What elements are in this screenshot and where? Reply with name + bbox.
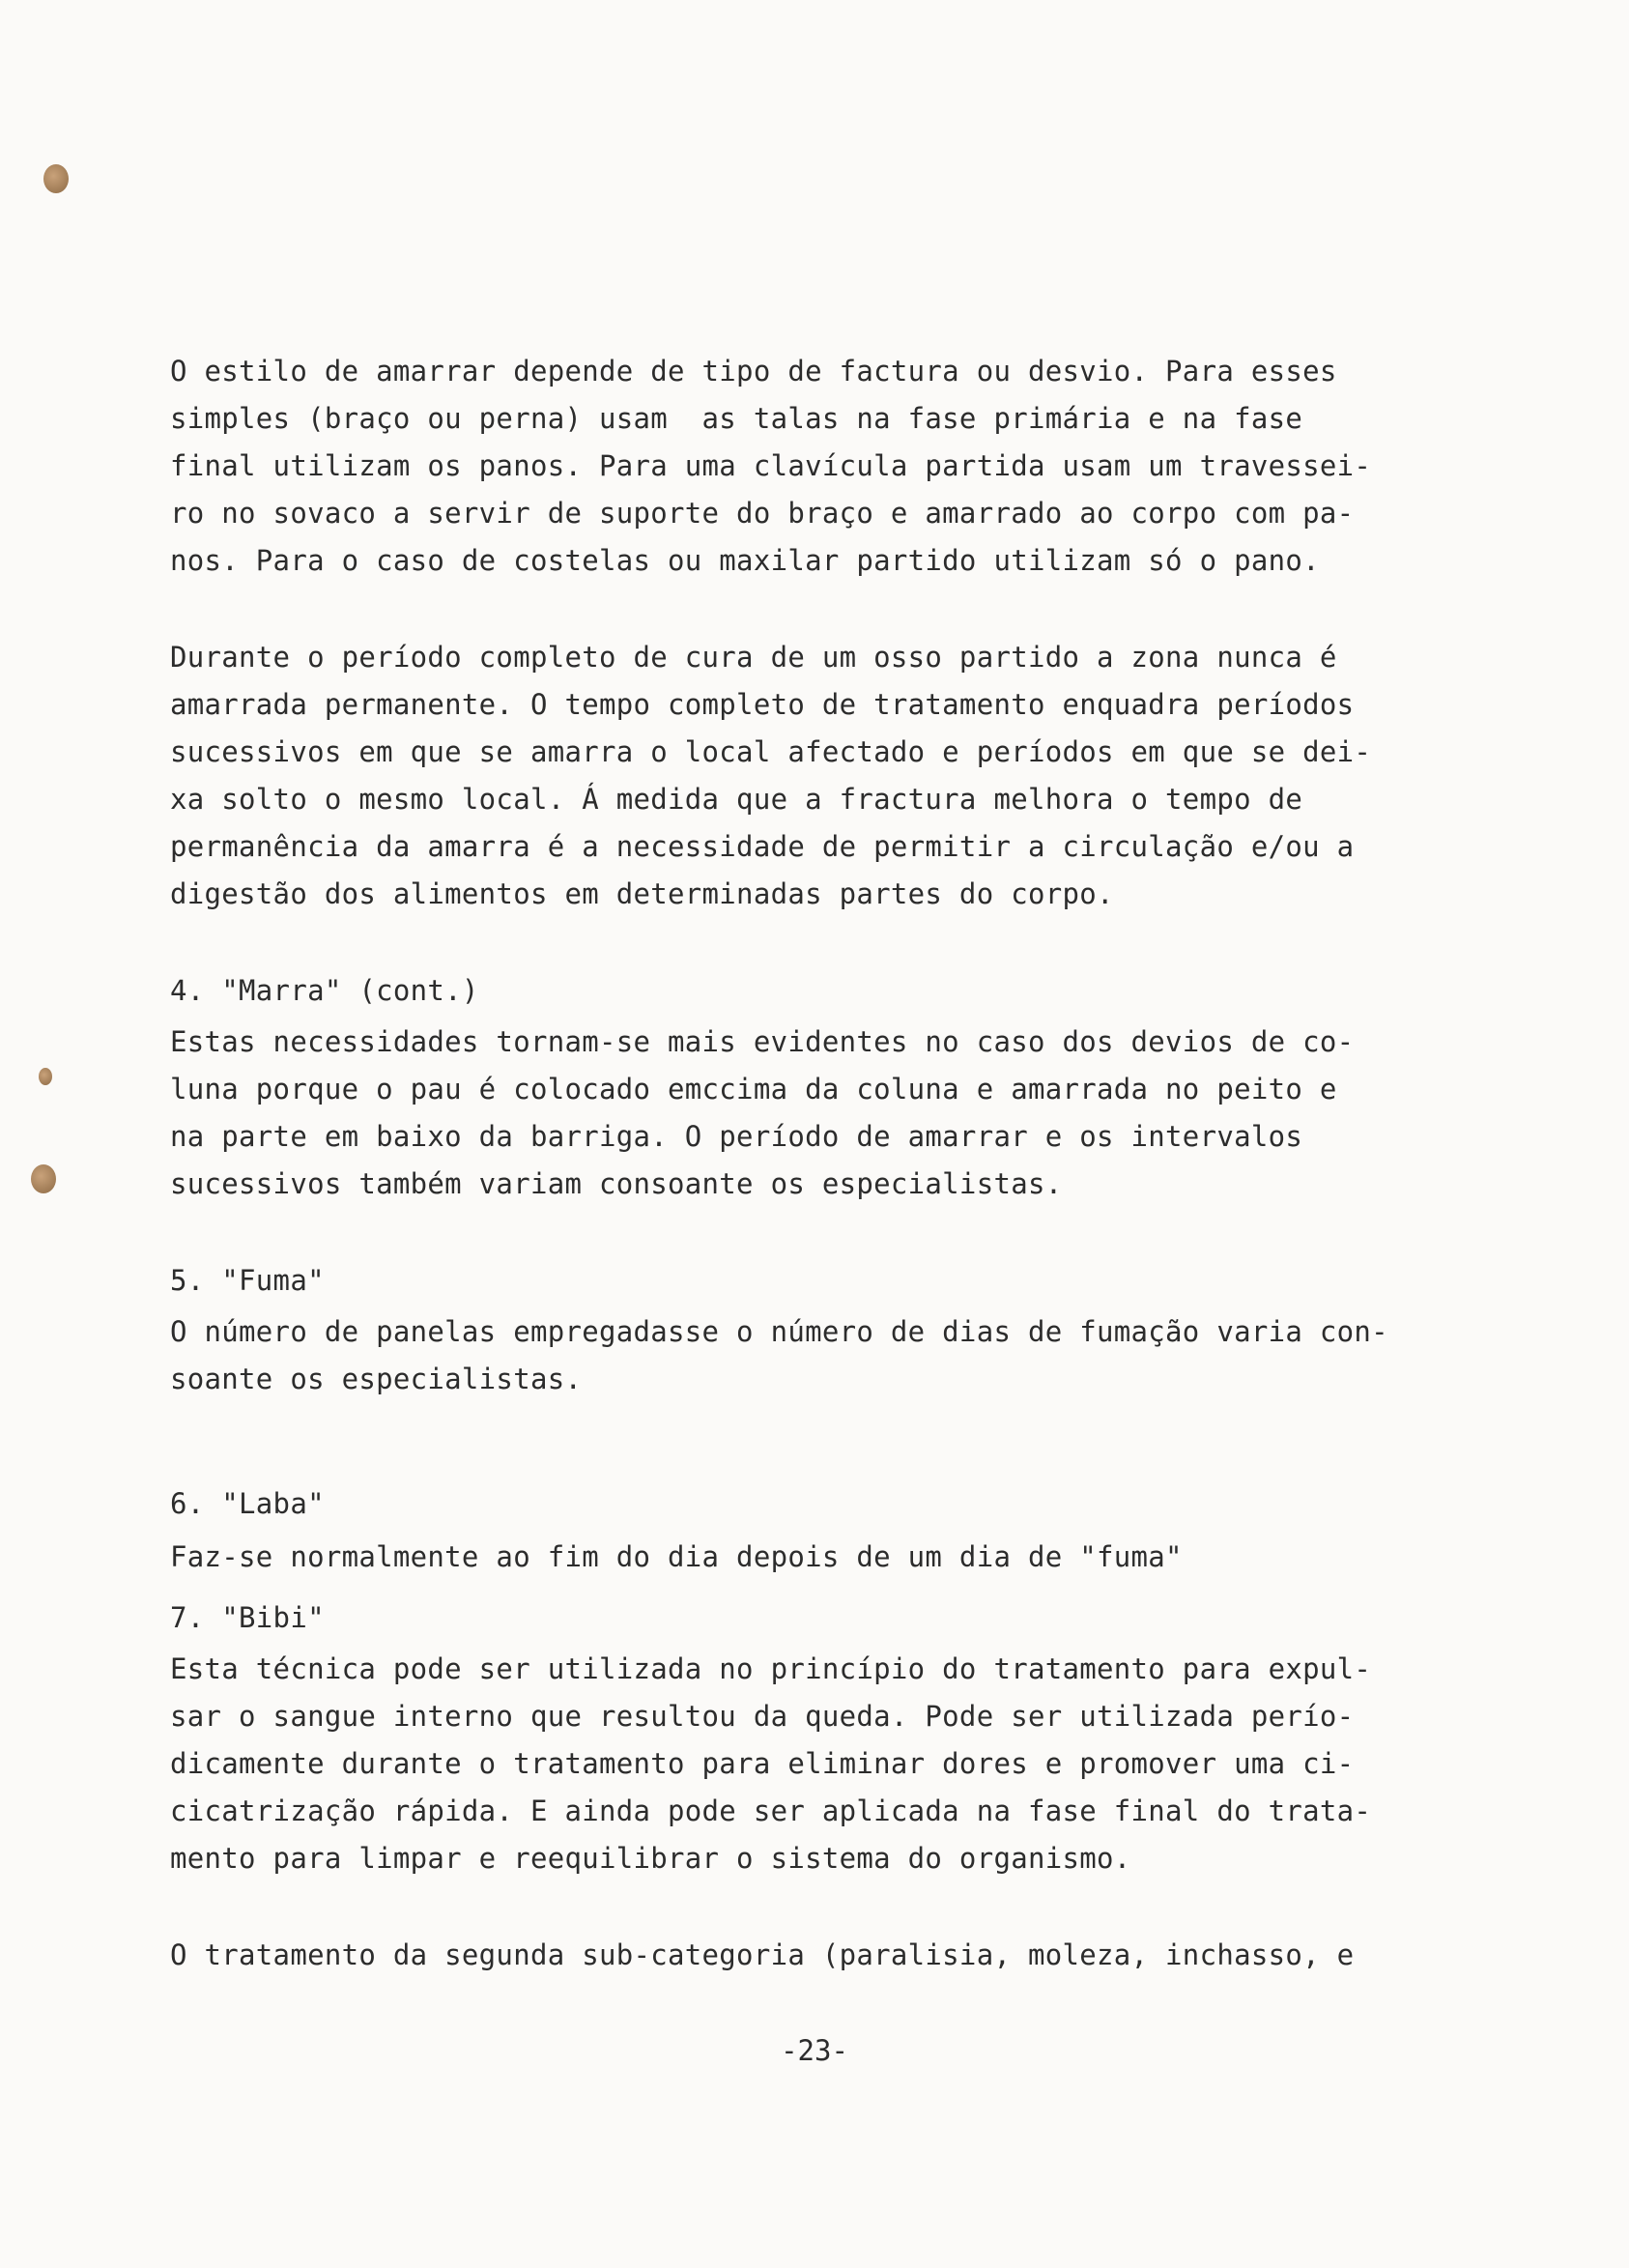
text-line: xa solto o mesmo local. Á medida que a fractura melhora o tempo de	[170, 783, 1303, 816]
text-line: nos. Para o caso de costelas ou maxilar partido utilizam só o pano.	[170, 544, 1320, 577]
text-line: permanência da amarra é a necessidade de permitir a circulação e/ou a	[170, 830, 1355, 863]
section-heading	[170, 1594, 1542, 1642]
section-heading	[170, 967, 1542, 1015]
text-line: Faz-se normalmente ao fim do dia depois de um dia de "fuma"	[170, 1540, 1183, 1573]
section-heading	[170, 1534, 1542, 1581]
text-line: mento para limpar e reequilibrar o sistema do organismo.	[170, 1842, 1131, 1875]
text-line: cicatrização rápida. E ainda pode ser aplicada na fase final do trata-	[170, 1794, 1372, 1827]
binder-hole-stain	[31, 1164, 56, 1193]
text-line: luna porque o pau é colocado emccima da coluna e amarrada no peito e	[170, 1073, 1337, 1105]
page-number: -23-	[781, 2034, 848, 2067]
text-line: sucessivos também variam consoante os especialistas.	[170, 1167, 1063, 1200]
paragraph	[170, 1646, 1542, 1882]
text-line: sucessivos em que se amarra o local afectado e períodos em que se dei-	[170, 735, 1372, 768]
text-line: O tratamento da segunda sub-categoria (paralisia, moleza, inchasso, e	[170, 1938, 1355, 1971]
body-text	[170, 348, 1542, 2028]
paragraph	[170, 634, 1542, 918]
text-line: soante os especialistas.	[170, 1363, 583, 1395]
text-line: Esta técnica pode ser utilizada no princípio do tratamento para expul-	[170, 1652, 1372, 1685]
text-line: na parte em baixo da barriga. O período de amarrar e os intervalos	[170, 1120, 1303, 1153]
paragraph	[170, 1308, 1542, 1403]
paragraph	[170, 1019, 1542, 1208]
paragraph	[170, 1932, 1542, 1979]
binder-hole-stain	[43, 164, 69, 193]
section-heading	[170, 1480, 1542, 1528]
text-line: 6. "Laba"	[170, 1487, 325, 1520]
text-line: 5. "Fuma"	[170, 1264, 325, 1297]
text-line: sar o sangue interno que resultou da queda. Pode ser utilizada perío-	[170, 1700, 1355, 1733]
text-line: O número de panelas empregadasse o número de dias de fumação varia con-	[170, 1315, 1388, 1348]
paragraph	[170, 348, 1542, 585]
section-heading	[170, 1257, 1542, 1305]
text-line: digestão dos alimentos em determinadas partes do corpo.	[170, 877, 1114, 910]
text-line: 7. "Bibi"	[170, 1601, 325, 1634]
text-line: final utilizam os panos. Para uma clavícula partida usam um travessei-	[170, 449, 1372, 482]
text-line: O estilo de amarrar depende de tipo de factura ou desvio. Para esses	[170, 355, 1337, 388]
text-line: ro no sovaco a servir de suporte do braço e amarrado ao corpo com pa-	[170, 497, 1355, 530]
text-line: simples (braço ou perna) usam as talas na fase primária e na fase	[170, 402, 1303, 435]
text-line: amarrada permanente. O tempo completo de tratamento enquadra períodos	[170, 688, 1355, 721]
text-line: Durante o período completo de cura de um osso partido a zona nunca é	[170, 641, 1337, 674]
text-line: 4. "Marra" (cont.)	[170, 974, 479, 1007]
text-line: dicamente durante o tratamento para eliminar dores e promover uma ci-	[170, 1747, 1355, 1780]
binder-hole-stain	[39, 1068, 52, 1085]
text-line: Estas necessidades tornam-se mais evidentes no caso dos devios de co-	[170, 1025, 1355, 1058]
